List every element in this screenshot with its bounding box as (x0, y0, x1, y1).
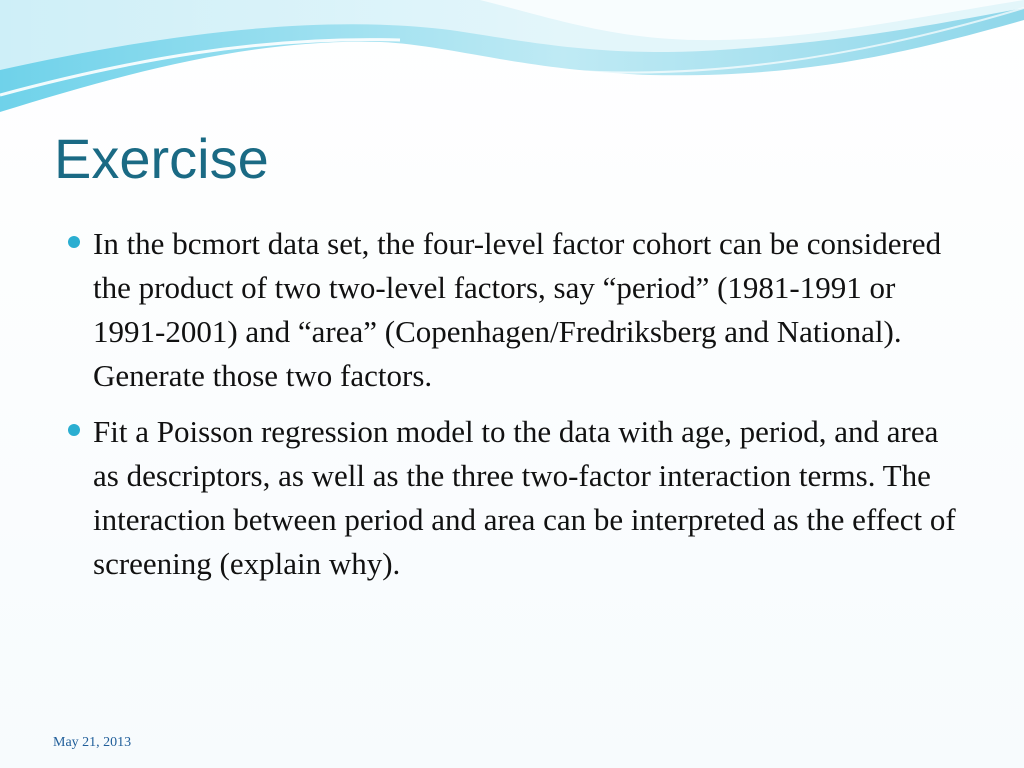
header-wave-decoration (0, 0, 1024, 130)
footer-date: May 21, 2013 (53, 735, 132, 750)
bullet-text-2: Fit a Poisson regression model to the data with age, period, and area as descriptors, as well as the three two-factor interaction terms. The interaction between period and area can be interpreted as the effect of screening (explain why). (93, 414, 956, 581)
bullet-dot-icon (68, 236, 80, 248)
bullet-list (66, 222, 966, 598)
bullet-item-2 (66, 410, 966, 586)
bullet-text-1: In the bcmort data set, the four-level factor cohort can be considered the product of two two-level factors, say “period” (1981-1991 or 1991-2001) and “area” (Copenhagen/Fredriksberg and National). Generate those two factors. (93, 226, 942, 393)
bullet-item-1 (66, 222, 966, 398)
bullet-dot-icon (68, 424, 80, 436)
slide-title: Exercise (54, 127, 269, 190)
